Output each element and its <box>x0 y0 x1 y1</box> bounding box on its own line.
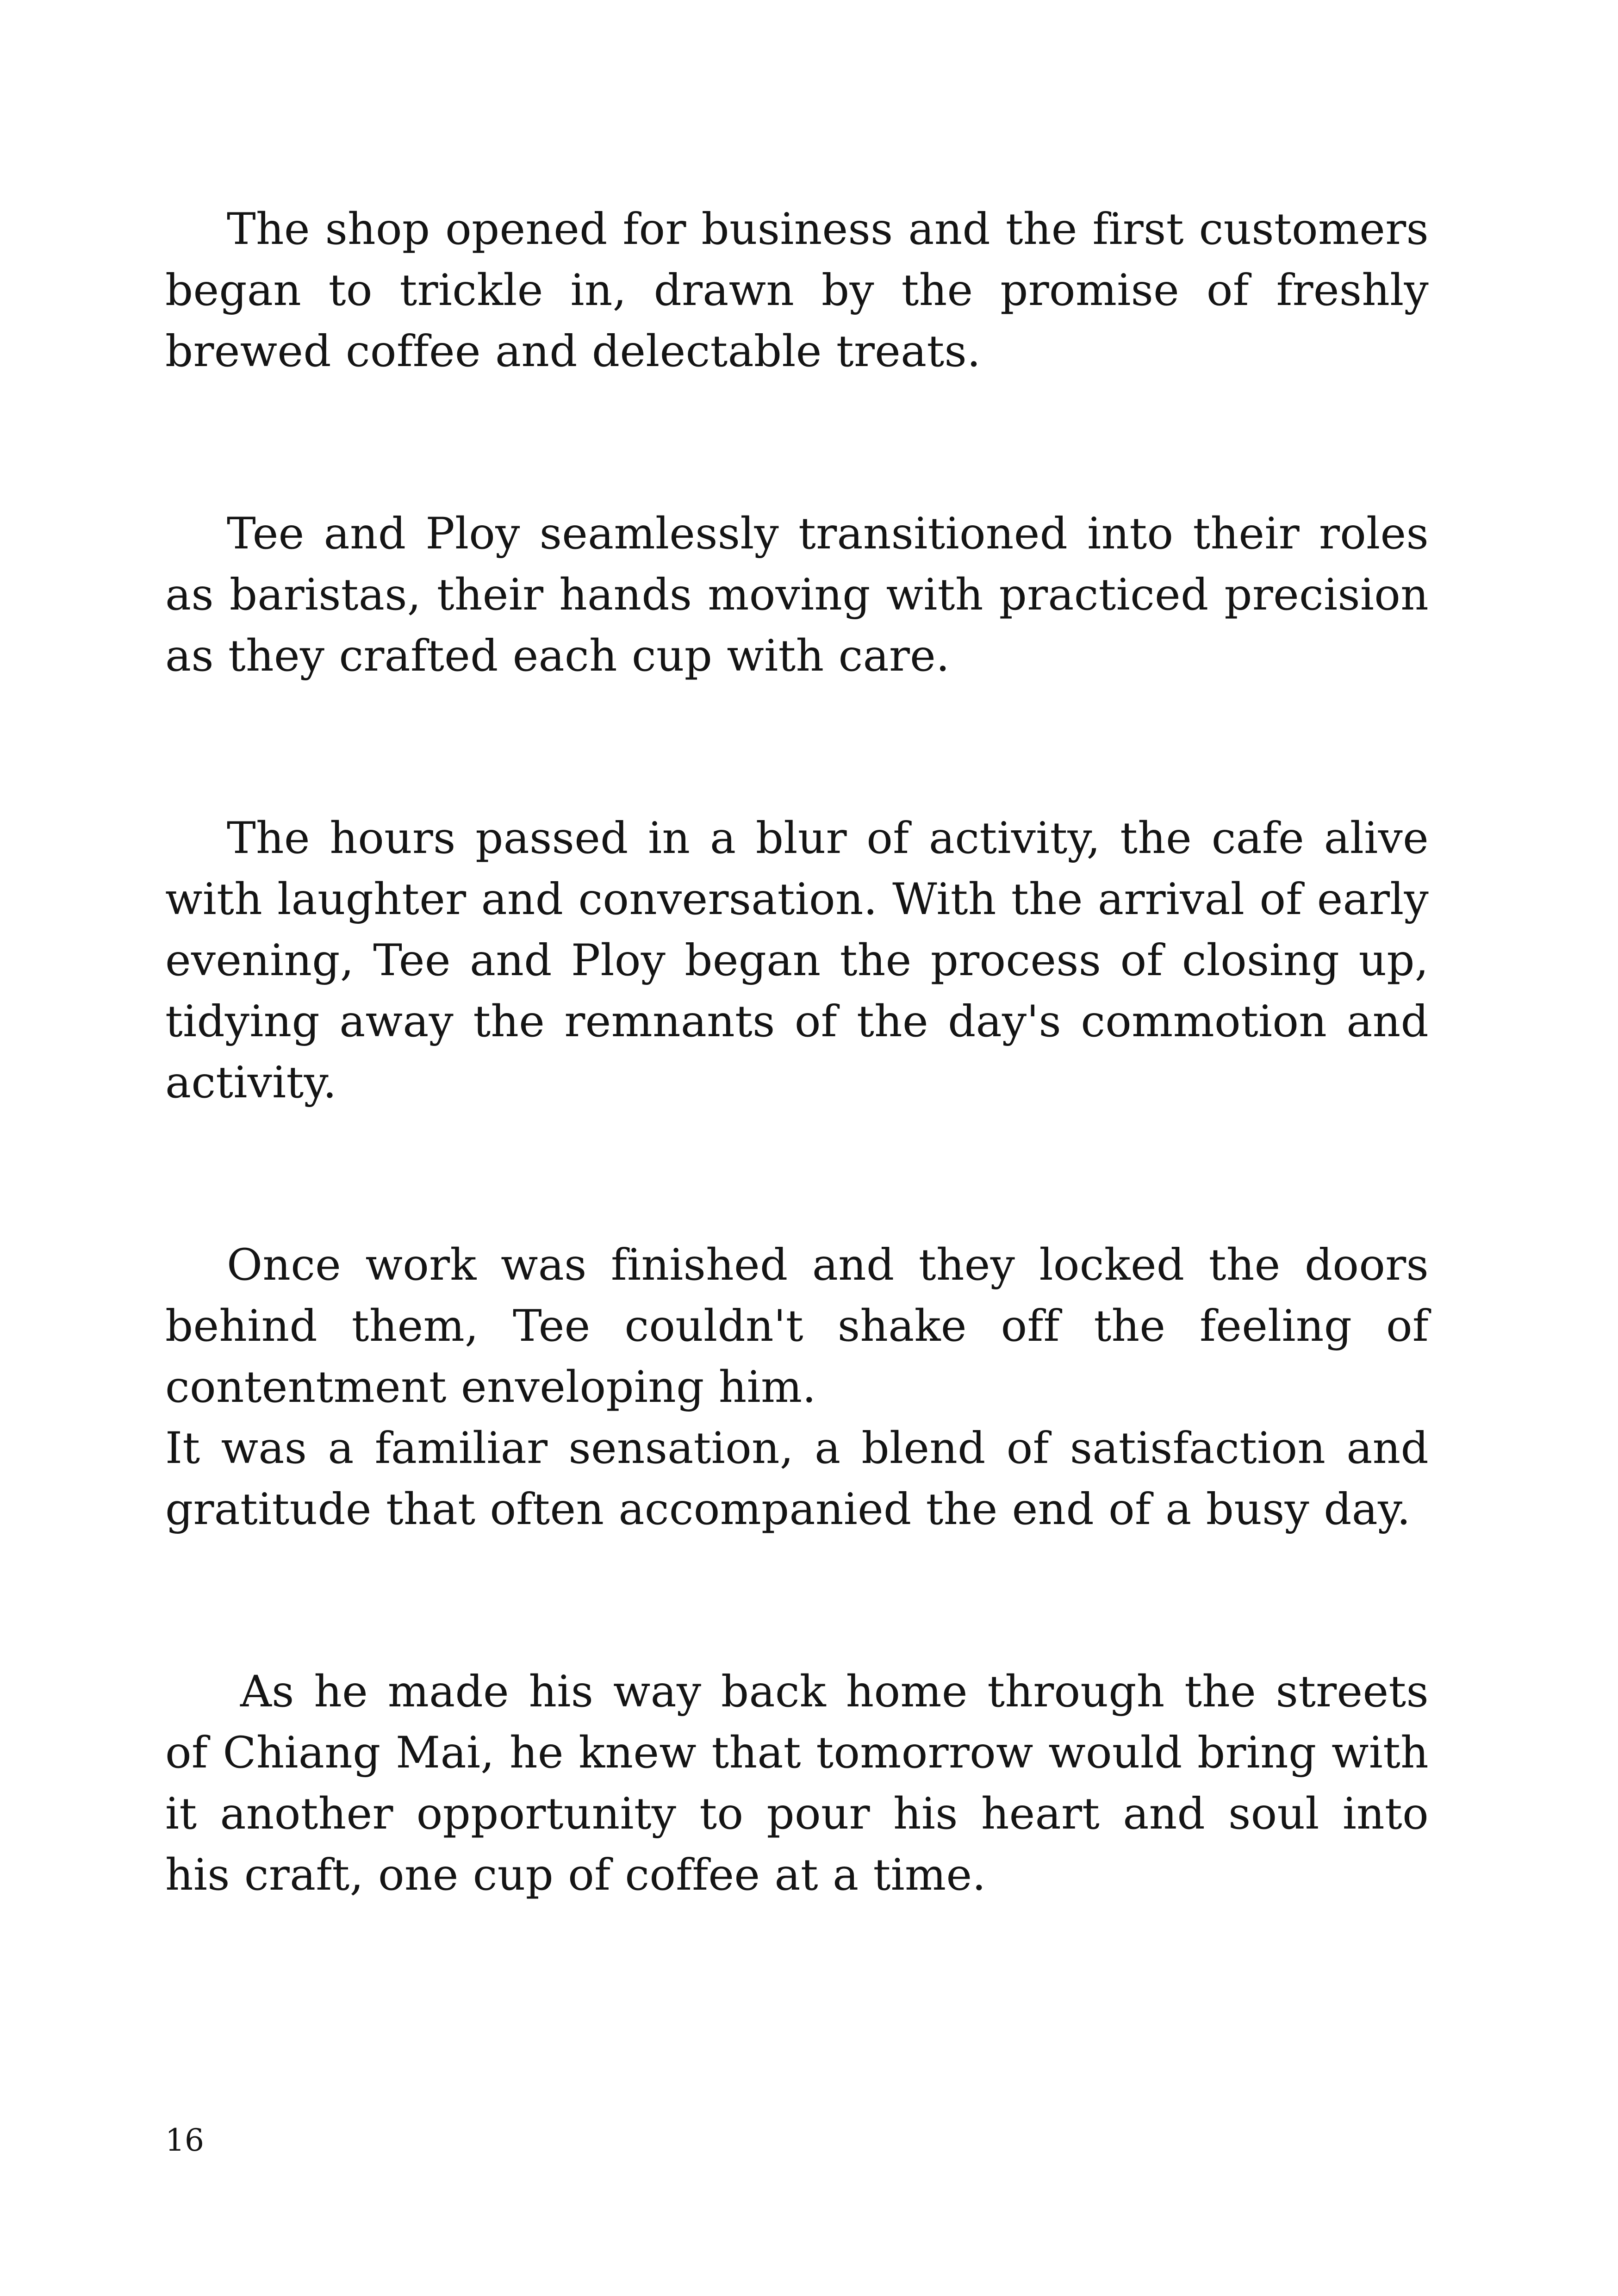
paragraph-2: Tee and Ploy seamlessly transitioned into their roles as baristas, their hands moving with practiced precision as they crafted each cup with care. <box>165 509 1429 681</box>
paragraph-6: As he made his way back home through the streets of Chiang Mai, he knew that tomorrow would bring with it another opportunity to pour his heart and soul into his craft, one cup of coffee at a time. <box>165 1667 1429 1900</box>
paragraph-3: The hours passed in a blur of activity, the cafe alive with laughter and conversation. With the arrival of early evening, Tee and Ploy began the process of closing up, tidying away the remnants of the day's commotion and activity. <box>165 813 1429 1108</box>
paragraph-5: It was a familiar sensation, a blend of satisfaction and gratitude that often accompanied the end of a busy day. <box>165 1423 1429 1535</box>
body-text <box>165 199 1429 1906</box>
paragraph-4: Once work was finished and they locked the doors behind them, Tee couldn't shake off the feeling of contentment enveloping him. <box>165 1240 1429 1412</box>
page-number: 16 <box>165 2122 204 2158</box>
paragraph-1: The shop opened for business and the first customers began to trickle in, drawn by the promise of freshly brewed coffee and delectable treats. <box>165 204 1429 377</box>
